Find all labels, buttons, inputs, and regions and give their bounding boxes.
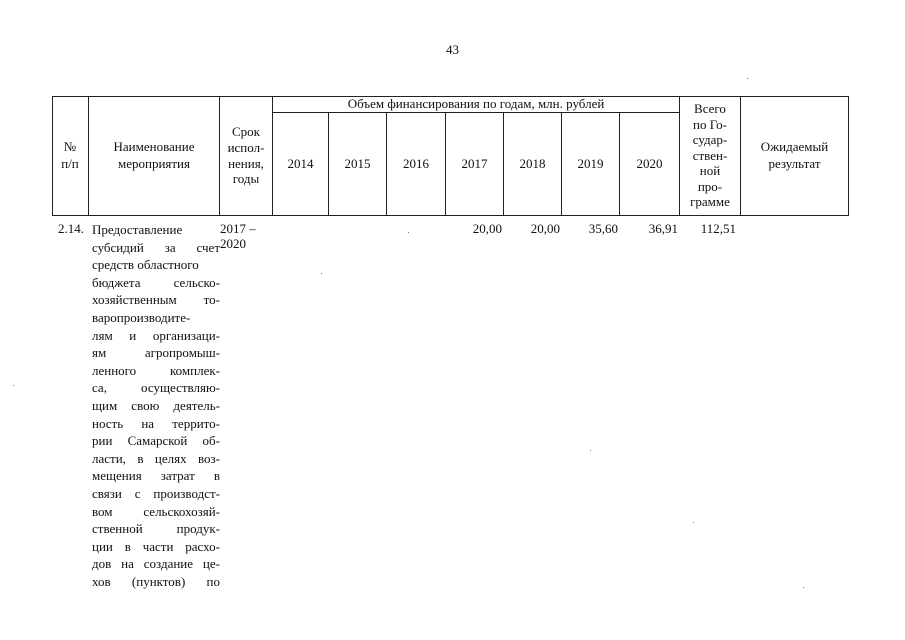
header-year: 2020 (636, 155, 663, 171)
value-2020: 36,91 (648, 221, 678, 236)
description-line: дов на создание це- (92, 556, 220, 572)
row-number: 2.14. (58, 221, 84, 236)
description-line: хов (пунктов) по (92, 573, 220, 589)
description-line: Предоставление (92, 222, 183, 237)
header-result: Ожидаемый результат (760, 139, 829, 171)
value-2019: 35,60 (588, 221, 618, 236)
page-number: 43 (446, 42, 459, 57)
header-term: Срок испол- нения, годы (227, 124, 265, 187)
row-description (92, 221, 220, 590)
header-year: 2018 (519, 155, 546, 171)
description-line: рии Самарской об- (92, 433, 220, 449)
description-line: ственной продук- (92, 521, 220, 537)
description-line: ям агропромыш- (92, 345, 220, 361)
header-funding-group: Объем финансирования по годам, млн. рублей (347, 95, 605, 111)
description-line: мещения затрат в (92, 468, 220, 484)
description-line: связи с производст- (92, 485, 220, 501)
description-line: субсидий за счет (92, 239, 220, 255)
description-line: ленного комплек- (92, 362, 220, 378)
description-line: ласти, в целях воз- (92, 450, 220, 466)
description-line: лям и организаци- (92, 327, 220, 343)
description-line: средств областного (92, 257, 199, 273)
description-line: бюджета сельско- (92, 274, 220, 290)
description-line: варопроизводите- (92, 309, 191, 325)
description-line: хозяйственным то- (92, 292, 220, 308)
header-name: Наименование мероприятия (113, 139, 195, 171)
header-year: 2016 (403, 155, 429, 171)
value-total: 112,51 (700, 221, 736, 236)
header-number: № п/п (61, 139, 79, 171)
description-line: вом сельскохозяй- (92, 503, 220, 519)
description-line: са, осуществляю- (92, 380, 220, 396)
value-2017: 20,00 (472, 221, 502, 236)
value-2018: 20,00 (530, 221, 560, 236)
header-year: 2017 (461, 155, 488, 171)
description-line: щим свою деятель- (92, 397, 220, 413)
header-year: 2019 (577, 155, 604, 171)
row-term: 2017 – 2020 (220, 221, 256, 251)
header-year: 2015 (344, 155, 371, 171)
description-line: ность на террито- (92, 415, 220, 431)
description-line: ции в части расхо- (92, 538, 220, 554)
header-year: 2014 (287, 155, 314, 171)
header-total: Всего по Го- судар- ствен- ной про- грамме (690, 100, 730, 210)
